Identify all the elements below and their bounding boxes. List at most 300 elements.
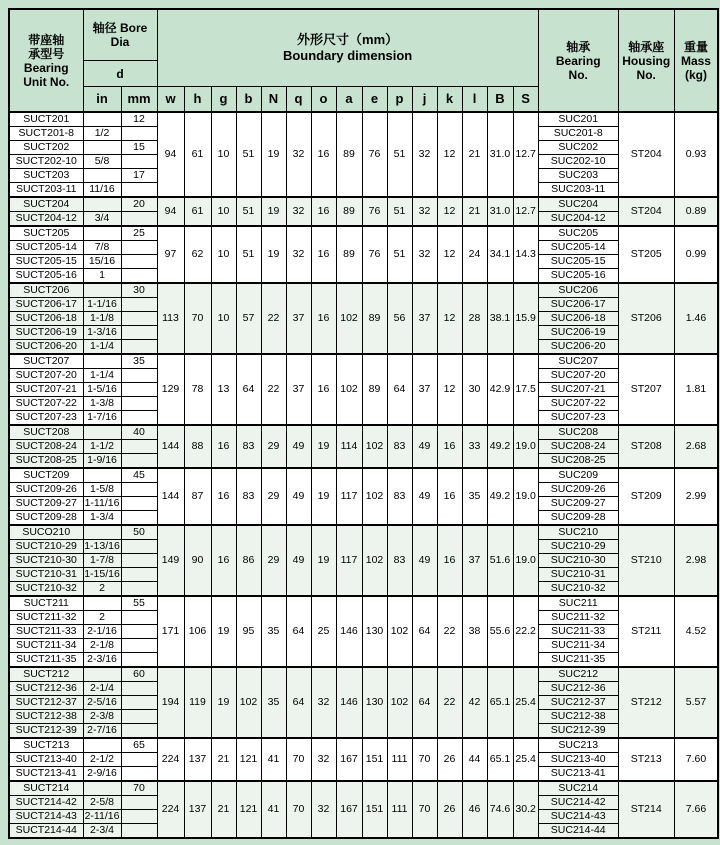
dimension-cell: 76 <box>362 197 387 226</box>
unit-no-cell: SUCT204-12 <box>9 212 83 227</box>
dimension-cell: 151 <box>362 781 387 838</box>
dimension-cell: 31.0 <box>487 112 513 197</box>
housing-no-cell: ST207 <box>618 354 674 425</box>
bore-in-cell: 5/8 <box>83 155 121 169</box>
dimension-cell: 32 <box>286 112 311 197</box>
dimension-cell: 49 <box>286 425 311 468</box>
dimension-cell: 70 <box>286 781 311 838</box>
dimension-cell: 49 <box>286 525 311 596</box>
dimension-cell: 30.2 <box>513 781 538 838</box>
dimension-cell: 32 <box>412 112 437 197</box>
bore-in-cell: 2-1/2 <box>83 753 121 767</box>
dimension-cell: 102 <box>336 354 362 425</box>
mass-cell: 2.98 <box>674 525 718 596</box>
dimension-cell: 224 <box>157 781 184 838</box>
dimension-cell: 42 <box>462 667 487 738</box>
dimension-cell: 149 <box>157 525 184 596</box>
unit-no-cell: SUCT203 <box>9 169 83 183</box>
unit-no-cell: SUCT213 <box>9 738 83 753</box>
bore-mm-cell: 55 <box>121 596 157 611</box>
dimension-cell: 51 <box>387 197 412 226</box>
dimension-cell: 22 <box>437 596 462 667</box>
dimension-cell: 70 <box>286 738 311 781</box>
col-header-dim-q: q <box>286 87 311 113</box>
dimension-cell: 171 <box>157 596 184 667</box>
bearing-no-cell: SUC204 <box>538 197 618 212</box>
unit-no-cell: SUCT209 <box>9 468 83 483</box>
dimension-cell: 37 <box>412 354 437 425</box>
bore-in-cell: 2-5/8 <box>83 796 121 810</box>
bore-in-cell: 2-11/16 <box>84 810 120 822</box>
dimension-cell: 51 <box>236 226 261 283</box>
bearing-no-cell: SUC207-23 <box>538 411 618 426</box>
col-header-dim-p: p <box>387 87 412 113</box>
table-row <box>9 112 718 127</box>
dimension-cell: 12 <box>437 112 462 197</box>
col-header-dim-j: j <box>412 87 437 113</box>
dimension-cell: 19 <box>261 226 286 283</box>
bearing-no-cell: SUC202 <box>538 141 618 155</box>
dimension-cell: 28 <box>462 283 487 354</box>
bearing-no-cell: SUC213-41 <box>538 767 618 782</box>
bore-mm-cell <box>121 582 157 597</box>
bore-in-cell <box>83 738 121 753</box>
dimension-cell: 83 <box>387 525 412 596</box>
bore-in-cell <box>83 781 121 796</box>
unit-no-cell: SUCT207-20 <box>9 369 83 383</box>
dimension-cell: 49 <box>286 468 311 525</box>
unit-no-cell: SUCT206-17 <box>9 298 83 312</box>
mass-cell: 7.66 <box>674 781 718 838</box>
bore-mm-cell <box>121 696 157 710</box>
col-header-dim-w: w <box>157 87 184 113</box>
dimension-cell: 16 <box>311 112 336 197</box>
bore-in-cell: 2-1/8 <box>83 639 121 653</box>
dimension-cell: 32 <box>412 197 437 226</box>
bearing-no-cell: SUC211-35 <box>538 653 618 668</box>
dimension-cell: 102 <box>362 468 387 525</box>
dimension-cell: 137 <box>184 738 211 781</box>
bearing-no-cell: SUC212-38 <box>538 710 618 724</box>
table-row <box>9 197 718 212</box>
bearing-no-cell: SUC208-25 <box>538 454 618 469</box>
bore-in-cell: 1-1/4 <box>83 340 121 355</box>
bore-in-cell <box>83 112 121 127</box>
unit-no-cell: SUCT213-40 <box>9 753 83 767</box>
bore-in-cell <box>83 141 121 155</box>
col-header-dim-g: g <box>211 87 236 113</box>
unit-no-cell: SUCT207-23 <box>9 411 83 426</box>
dimension-cell: 64 <box>412 596 437 667</box>
bore-in-cell: 1/2 <box>83 127 121 141</box>
header-line: 轴承座 <box>628 39 665 54</box>
unit-no-cell: SUCT214 <box>9 781 83 796</box>
table-header <box>9 9 718 112</box>
bore-mm-cell: 65 <box>121 738 157 753</box>
dimension-cell: 44 <box>462 738 487 781</box>
bore-in-cell: 1-1/16 <box>83 298 121 312</box>
bore-in-cell: 1 <box>83 269 121 284</box>
table-row <box>9 738 718 753</box>
housing-no-cell: ST206 <box>618 283 674 354</box>
dimension-cell: 12.7 <box>513 112 538 197</box>
unit-no-cell: SUCT212-39 <box>9 724 83 739</box>
dimension-cell: 62 <box>184 226 211 283</box>
bore-in-cell: 2-3/8 <box>83 710 121 724</box>
bore-in-cell: 2 <box>83 582 121 597</box>
col-header-unit-no <box>9 9 83 112</box>
dimension-cell: 16 <box>437 468 462 525</box>
header-line: No. <box>568 67 588 82</box>
bearing-no-cell: SUC212-39 <box>538 724 618 739</box>
unit-no-cell: SUCT202 <box>9 141 83 155</box>
dimension-cell: 32 <box>311 667 336 738</box>
housing-no-cell: ST211 <box>618 596 674 667</box>
bore-mm-cell <box>121 383 157 397</box>
dimension-cell: 21 <box>462 197 487 226</box>
bore-in-cell: 11/16 <box>83 183 121 198</box>
dimension-cell: 19 <box>261 197 286 226</box>
dimension-cell: 121 <box>236 738 261 781</box>
bore-mm-cell <box>121 241 157 255</box>
bearing-no-cell: SUC205-16 <box>538 269 618 284</box>
bore-mm-cell <box>121 298 157 312</box>
bore-mm-cell <box>121 554 157 568</box>
bearing-no-cell: SUC206-18 <box>538 312 618 326</box>
bore-mm-cell: 45 <box>121 468 157 483</box>
dimension-cell: 151 <box>362 738 387 781</box>
table-body <box>9 112 718 838</box>
bore-in-cell <box>83 596 121 611</box>
dimension-cell: 88 <box>184 425 211 468</box>
dimension-cell: 89 <box>362 354 387 425</box>
dimension-cell: 10 <box>211 283 236 354</box>
bearing-no-cell: SUC210-29 <box>538 540 618 554</box>
unit-no-cell: SUCT214-43 <box>9 810 83 824</box>
dimension-cell: 16 <box>211 425 236 468</box>
table-row <box>9 781 718 796</box>
bearing-no-cell: SUC203 <box>538 169 618 183</box>
unit-no-cell: SUCT210-29 <box>9 540 83 554</box>
dimension-cell: 117 <box>336 525 362 596</box>
bore-mm-cell: 12 <box>121 112 157 127</box>
dimension-cell: 137 <box>184 781 211 838</box>
dimension-cell: 83 <box>236 468 261 525</box>
dimension-cell: 70 <box>412 781 437 838</box>
dimension-cell: 51 <box>236 112 261 197</box>
unit-no-cell: SUCT205-14 <box>9 241 83 255</box>
bore-mm-cell: 17 <box>121 169 157 183</box>
dimension-cell: 22 <box>261 283 286 354</box>
bore-mm-cell: 20 <box>121 197 157 212</box>
bore-mm-cell <box>121 312 157 326</box>
dimension-cell: 51 <box>387 112 412 197</box>
dimension-cell: 117 <box>336 468 362 525</box>
dimension-cell: 16 <box>311 283 336 354</box>
bore-in-cell <box>83 226 121 241</box>
dimension-cell: 113 <box>157 283 184 354</box>
dimension-cell: 102 <box>362 525 387 596</box>
dimension-cell: 32 <box>286 197 311 226</box>
header-line: No. <box>636 67 656 82</box>
bore-in-cell <box>83 667 121 682</box>
dimension-cell: 19 <box>211 667 236 738</box>
col-header-mm: mm <box>121 87 157 113</box>
bore-mm-cell <box>121 340 157 355</box>
dimension-cell: 19 <box>311 468 336 525</box>
dimension-cell: 146 <box>336 596 362 667</box>
dimension-cell: 12 <box>437 197 462 226</box>
unit-no-cell: SUCT205 <box>9 226 83 241</box>
dimension-cell: 90 <box>184 525 211 596</box>
bearing-no-cell: SUC210-30 <box>538 554 618 568</box>
bore-in-cell: 2-1/16 <box>83 625 121 639</box>
dimension-cell: 130 <box>362 596 387 667</box>
housing-no-cell: ST208 <box>618 425 674 468</box>
dimension-cell: 114 <box>336 425 362 468</box>
bearing-no-cell: SUC214-44 <box>538 824 618 839</box>
dimension-cell: 10 <box>211 112 236 197</box>
unit-no-cell: SUCT208-24 <box>9 440 83 454</box>
bore-in-cell: 2-9/16 <box>83 767 121 782</box>
dimension-cell: 49 <box>412 425 437 468</box>
dimension-cell: 21 <box>211 738 236 781</box>
table-row <box>9 596 718 611</box>
bore-mm-cell: 25 <box>121 226 157 241</box>
bore-mm-cell: 15 <box>121 141 157 155</box>
dimension-cell: 89 <box>336 226 362 283</box>
dimension-cell: 129 <box>157 354 184 425</box>
dimension-cell: 10 <box>211 197 236 226</box>
dimension-cell: 97 <box>157 226 184 283</box>
bore-in-cell: 1-3/16 <box>83 326 121 340</box>
bore-mm-cell <box>121 511 157 526</box>
bearing-no-cell: SUC207-21 <box>538 383 618 397</box>
bore-in-cell: 1-13/16 <box>84 540 120 552</box>
dimension-cell: 61 <box>184 197 211 226</box>
dimension-cell: 76 <box>362 112 387 197</box>
bearing-no-cell: SUC207-20 <box>538 369 618 383</box>
bearing-no-cell: SUC201 <box>538 112 618 127</box>
col-header-d: d <box>83 61 157 87</box>
header-line: 外形尺寸（mm） <box>297 32 399 47</box>
dimension-cell: 37 <box>412 283 437 354</box>
bore-mm-cell <box>121 810 157 824</box>
bore-mm-cell <box>121 440 157 454</box>
bore-mm-cell: 30 <box>121 283 157 298</box>
mass-cell: 1.81 <box>674 354 718 425</box>
bore-in-cell: 7/8 <box>83 241 121 255</box>
dimension-cell: 83 <box>236 425 261 468</box>
col-header-in: in <box>83 87 121 113</box>
bearing-no-cell: SUC207-22 <box>538 397 618 411</box>
bore-in-cell: 3/4 <box>83 212 121 227</box>
bearing-no-cell: SUC209-27 <box>538 497 618 511</box>
dimension-cell: 25 <box>311 596 336 667</box>
dimension-cell: 64 <box>286 596 311 667</box>
dimension-cell: 19.0 <box>513 468 538 525</box>
bore-in-cell: 15/16 <box>83 255 121 269</box>
dimension-cell: 13 <box>211 354 236 425</box>
dimension-cell: 17.5 <box>513 354 538 425</box>
header-line: Bearing <box>23 60 69 75</box>
header-line: Dia <box>110 35 130 49</box>
dimension-cell: 49 <box>412 468 437 525</box>
bearing-no-cell: SUC212 <box>538 667 618 682</box>
bore-in-cell <box>83 525 121 540</box>
dimension-cell: 49.2 <box>487 425 513 468</box>
col-header-dim-b: b <box>236 87 261 113</box>
bore-in-cell <box>83 197 121 212</box>
bearing-no-cell: SUC206 <box>538 283 618 298</box>
dimension-cell: 29 <box>261 468 286 525</box>
dimension-cell: 25.4 <box>513 738 538 781</box>
dimension-cell: 32 <box>286 226 311 283</box>
bearing-no-cell: SUC207 <box>538 354 618 369</box>
dimension-cell: 26 <box>437 781 462 838</box>
mass-cell: 0.93 <box>674 112 718 197</box>
housing-no-cell: ST214 <box>618 781 674 838</box>
dimension-cell: 41 <box>261 738 286 781</box>
dimension-cell: 89 <box>362 283 387 354</box>
bore-mm-cell <box>121 411 157 426</box>
dimension-cell: 61 <box>184 112 211 197</box>
bore-mm-cell <box>121 611 157 625</box>
dimension-cell: 49.2 <box>487 468 513 525</box>
bearing-no-cell: SUC201-8 <box>538 127 618 141</box>
bearing-no-cell: SUC211-33 <box>538 625 618 639</box>
table-row <box>9 226 718 241</box>
bore-mm-cell <box>121 326 157 340</box>
bore-in-cell: 1-5/16 <box>83 383 121 397</box>
dimension-cell: 35 <box>261 667 286 738</box>
bearing-no-cell: SUC209-26 <box>538 483 618 497</box>
dimension-cell: 24 <box>462 226 487 283</box>
bore-mm-cell: 70 <box>121 781 157 796</box>
table-row <box>9 667 718 682</box>
col-header-dim-e: e <box>362 87 387 113</box>
bearing-no-cell: SUC210-32 <box>538 582 618 597</box>
dimension-cell: 89 <box>336 112 362 197</box>
dimension-cell: 19 <box>211 596 236 667</box>
bore-in-cell: 1-7/16 <box>83 411 121 426</box>
dimension-cell: 87 <box>184 468 211 525</box>
dimension-cell: 55.6 <box>487 596 513 667</box>
bearing-no-cell: SUC205-14 <box>538 241 618 255</box>
bore-in-cell <box>83 425 121 440</box>
dimension-cell: 51 <box>387 226 412 283</box>
dimension-cell: 12.7 <box>513 197 538 226</box>
unit-no-cell: SUCT205-15 <box>9 255 83 269</box>
dimension-cell: 10 <box>211 226 236 283</box>
bearing-no-cell: SUC205-15 <box>538 255 618 269</box>
dimension-cell: 194 <box>157 667 184 738</box>
bore-mm-cell <box>121 483 157 497</box>
bore-in-cell: 1-1/8 <box>83 312 121 326</box>
mass-cell: 0.99 <box>674 226 718 283</box>
dimension-cell: 37 <box>286 283 311 354</box>
dimension-cell: 35 <box>462 468 487 525</box>
col-header-dim-h: h <box>184 87 211 113</box>
bore-mm-cell <box>121 127 157 141</box>
mass-cell: 2.99 <box>674 468 718 525</box>
header-line: 重量 <box>683 39 708 54</box>
bearing-no-cell: SUC211-32 <box>538 611 618 625</box>
dimension-cell: 16 <box>211 468 236 525</box>
mass-cell: 5.57 <box>674 667 718 738</box>
bore-mm-cell <box>121 568 157 582</box>
bore-in-cell: 2 <box>83 611 121 625</box>
dimension-cell: 119 <box>184 667 211 738</box>
bearing-no-cell: SUC214-43 <box>538 810 618 824</box>
dimension-cell: 42.9 <box>487 354 513 425</box>
unit-no-cell: SUCT209-28 <box>9 511 83 526</box>
dimension-cell: 56 <box>387 283 412 354</box>
unit-no-cell: SUCT206-19 <box>9 326 83 340</box>
bore-mm-cell <box>121 653 157 668</box>
dimension-cell: 102 <box>387 596 412 667</box>
dimension-cell: 51.6 <box>487 525 513 596</box>
unit-no-cell: SUCT211-34 <box>9 639 83 653</box>
mass-cell: 4.52 <box>674 596 718 667</box>
dimension-cell: 22 <box>261 354 286 425</box>
col-header-dim-B: B <box>487 87 513 113</box>
bore-in-cell: 2-3/4 <box>83 824 121 839</box>
bearing-no-cell: SUC206-19 <box>538 326 618 340</box>
bearing-no-cell: SUC204-12 <box>538 212 618 227</box>
bearing-no-cell: SUC202-10 <box>538 155 618 169</box>
header-line: 承型号 <box>28 46 65 61</box>
dimension-cell: 130 <box>362 667 387 738</box>
housing-no-cell: ST210 <box>618 525 674 596</box>
dimension-cell: 167 <box>336 781 362 838</box>
housing-no-cell: ST209 <box>618 468 674 525</box>
mass-cell: 7.60 <box>674 738 718 781</box>
dimension-cell: 32 <box>311 738 336 781</box>
unit-no-cell: SUCT211-35 <box>9 653 83 668</box>
dimension-cell: 30 <box>462 354 487 425</box>
bore-mm-cell <box>121 369 157 383</box>
dimension-cell: 94 <box>157 197 184 226</box>
dimension-cell: 121 <box>236 781 261 838</box>
dimension-cell: 64 <box>236 354 261 425</box>
unit-no-cell: SUCT201 <box>9 112 83 127</box>
dimension-cell: 64 <box>412 667 437 738</box>
bore-mm-cell <box>121 540 157 554</box>
dimension-cell: 12 <box>437 283 462 354</box>
col-header-bore-dia <box>83 9 157 61</box>
bore-in-cell <box>83 468 121 483</box>
unit-no-cell: SUCT213-41 <box>9 767 83 782</box>
unit-no-cell: SUCT210-32 <box>9 582 83 597</box>
dimension-cell: 95 <box>236 596 261 667</box>
mass-cell: 1.46 <box>674 283 718 354</box>
dimension-cell: 41 <box>261 781 286 838</box>
dimension-cell: 21 <box>462 112 487 197</box>
dimension-cell: 76 <box>362 226 387 283</box>
dimension-cell: 144 <box>157 468 184 525</box>
bore-mm-cell <box>121 183 157 198</box>
bore-mm-cell: 35 <box>121 354 157 369</box>
bore-in-cell: 1-1/4 <box>83 369 121 383</box>
dimension-cell: 70 <box>184 283 211 354</box>
housing-no-cell: ST204 <box>618 197 674 226</box>
housing-no-cell: ST204 <box>618 112 674 197</box>
unit-no-cell: SUCT212-37 <box>9 696 83 710</box>
bearing-no-cell: SUC213-40 <box>538 753 618 767</box>
unit-no-cell: SUCT214-42 <box>9 796 83 810</box>
dimension-cell: 15.9 <box>513 283 538 354</box>
